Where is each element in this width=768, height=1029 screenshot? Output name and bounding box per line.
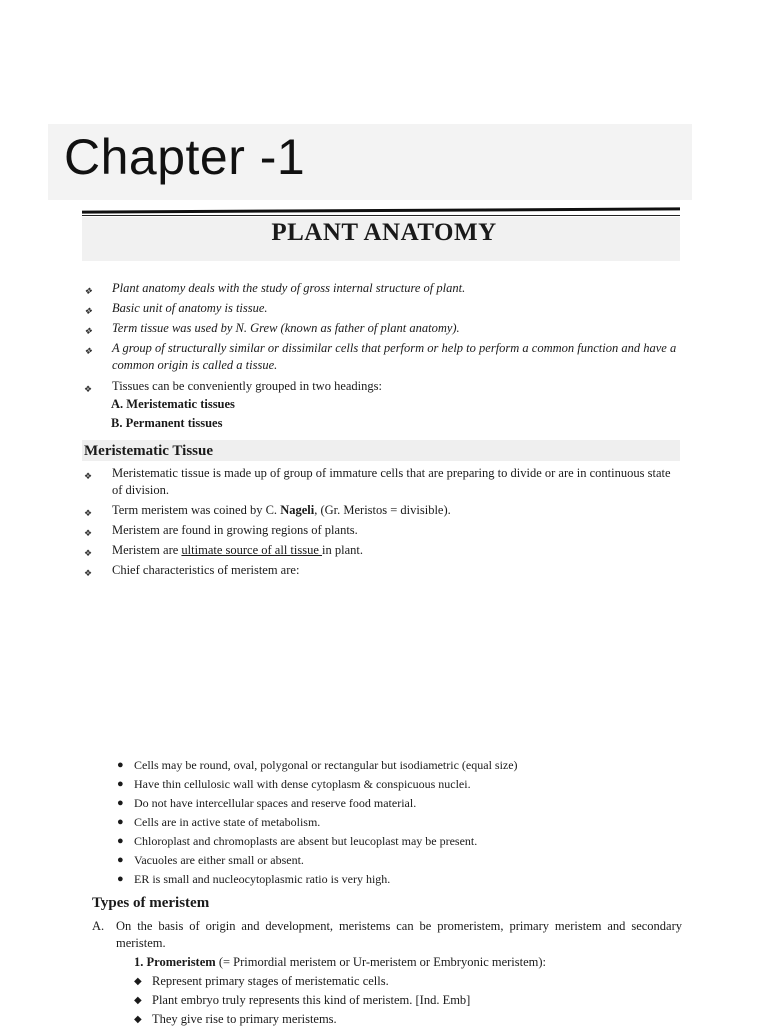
list-item: ❖ Chief characteristics of meristem are: (84, 562, 684, 579)
list-item: ❖ Plant anatomy deals with the study of gross internal structure of plant. (84, 280, 684, 297)
list-item: ● ER is small and nucleocytoplasmic ratio is very high. (117, 870, 697, 889)
heading-rule-thick (82, 207, 680, 213)
list-item: ● Do not have intercellular spaces and reserve food material. (117, 794, 697, 813)
diamond-dot-icon: ❖ (84, 346, 93, 356)
tissue-group-a: A. Meristematic tissues (111, 397, 235, 411)
tissue-group-b: B. Permanent tissues (111, 416, 223, 430)
types-paragraph-a (92, 918, 682, 952)
list-item: ❖ Meristematic tissue is made up of group of immature cells that are preparing to divide or are in continuous state of division. (84, 466, 671, 497)
list-item: ● Cells are in active state of metabolism. (117, 813, 697, 832)
page-heading: PLANT ANATOMY (271, 219, 497, 246)
section-title: Meristematic Tissue (84, 443, 214, 459)
diamond-dot-icon: ❖ (84, 326, 93, 336)
list-item: ❖ Term tissue was used by N. Grew (known as father of plant anatomy). (84, 320, 684, 337)
diamond-dot-icon: ❖ (84, 306, 93, 316)
diamond-dot-icon: ❖ (84, 528, 93, 538)
diamond-dot-icon: ❖ (84, 508, 93, 518)
round-bullet-icon: ● (117, 778, 124, 790)
characteristics-list (117, 756, 697, 889)
list-item: ◆ Represent primary stages of meristematic cells. (134, 972, 674, 991)
round-bullet-icon: ● (117, 816, 124, 828)
diamond-dot-icon: ❖ (84, 384, 93, 394)
types-title: Types of meristem (92, 895, 210, 911)
paragraph-body: On the basis of origin and development, meristems can be promeristem, primary meristem and secondary meristem. (116, 919, 682, 950)
filled-diamond-icon: ◆ (134, 995, 142, 1006)
round-bullet-icon: ● (117, 759, 124, 771)
list-item: ● Chloroplast and chromoplasts are absent but leucoplast may be present. (117, 832, 697, 851)
list-item: ❖ Basic unit of anatomy is tissue. (84, 300, 684, 317)
intro-list (84, 280, 684, 377)
round-bullet-icon: ● (117, 873, 124, 885)
grouping-list (84, 378, 684, 398)
round-bullet-icon: ● (117, 797, 124, 809)
paragraph-letter: A. (92, 919, 105, 933)
list-item: ● Cells may be round, oval, polygonal or rectangular but isodiametric (equal size) (117, 756, 697, 775)
diamond-dot-icon: ❖ (84, 286, 93, 296)
list-item: ❖ Meristem are ultimate source of all tissue in plant. (84, 542, 684, 559)
filled-diamond-icon: ◆ (134, 1014, 142, 1025)
round-bullet-icon: ● (117, 854, 124, 866)
list-item: ❖ Meristem are found in growing regions of plants. (84, 522, 684, 539)
promeristem-heading: 1. Promeristem (= Primordial meristem or Ur-meristem or Embryonic meristem): (134, 955, 547, 969)
heading-rule-thin (82, 215, 680, 216)
list-item: ◆ Plant embryo truly represents this kind of meristem. [Ind. Emb] (134, 991, 674, 1010)
meristematic-list (84, 465, 684, 582)
diamond-dot-icon: ❖ (84, 471, 93, 481)
list-item: ● Have thin cellulosic wall with dense cytoplasm & conspicuous nuclei. (117, 775, 697, 794)
list-item: ❖ Tissues can be conveniently grouped in two headings: (84, 378, 684, 395)
diamond-dot-icon: ❖ (84, 548, 93, 558)
filled-diamond-icon: ◆ (134, 976, 142, 987)
list-item: ◆ They give rise to primary meristems. (134, 1010, 674, 1029)
round-bullet-icon: ● (117, 835, 124, 847)
list-item: ❖ Term meristem was coined by C. Nageli, (Gr. Meristos = divisible). (84, 502, 684, 519)
chapter-title: Chapter -1 (64, 129, 306, 185)
diamond-dot-icon: ❖ (84, 568, 93, 578)
promeristem-list (134, 972, 674, 1029)
list-item: ● Vacuoles are either small or absent. (117, 851, 697, 870)
list-item: ❖ A group of structurally similar or dissimilar cells that perform or help to perform a common function and have a common origin is called a tissue. (84, 341, 677, 372)
